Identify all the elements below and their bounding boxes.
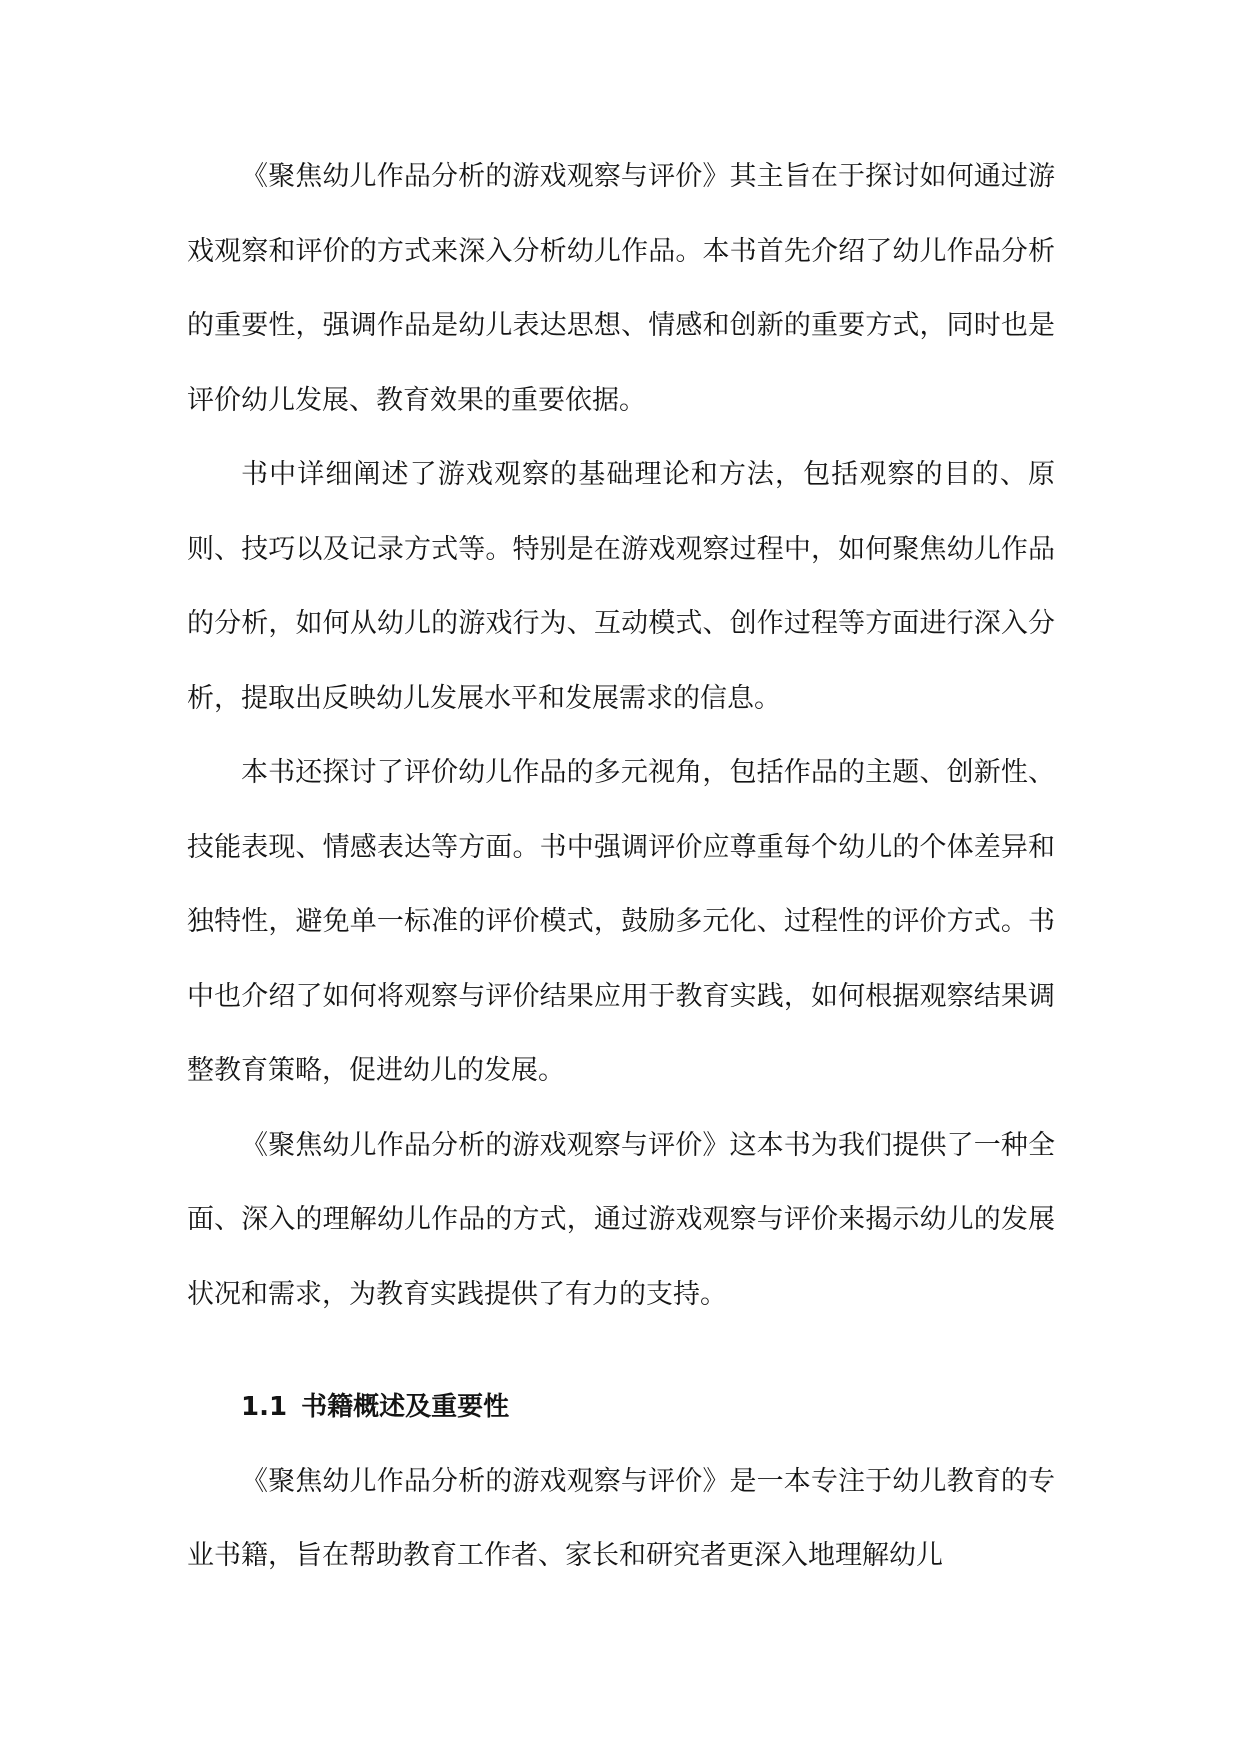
paragraph-observation-methods: 书中详细阐述了游戏观察的基础理论和方法，包括观察的目的、原则、技巧以及记录方式等。特别是在游戏观察过程中，如何聚焦幼儿作品的分析，如何从幼儿的游戏行为、互动模式、创作过程等方面进行深入分析，提取出反映幼儿发展水平和发展需求的信息。 xyxy=(187,459,1055,714)
section-heading xyxy=(187,1370,1055,1445)
section-number: 1.1 xyxy=(241,1392,288,1422)
section-title: 书籍概述及重要性 xyxy=(301,1392,510,1422)
paragraph-section-overview: 《聚焦幼儿作品分析的游戏观察与评价》是一本专注于幼儿教育的专业书籍，旨在帮助教育工作者、家长和研究者更深入地理解幼儿 xyxy=(187,1465,1055,1571)
document-body xyxy=(187,140,1055,1594)
paragraph-evaluation-perspectives: 本书还探讨了评价幼儿作品的多元视角，包括作品的主题、创新性、技能表现、情感表达等方面。书中强调评价应尊重每个幼儿的个体差异和独特性，避免单一标准的评价模式，鼓励多元化、过程性的评价方式。书中也介绍了如何将观察与评价结果应用于教育实践，如何根据观察结果调整教育策略，促进幼儿的发展。 xyxy=(187,757,1055,1086)
paragraph-summary: 《聚焦幼儿作品分析的游戏观察与评价》这本书为我们提供了一种全面、深入的理解幼儿作品的方式，通过游戏观察与评价来揭示幼儿的发展状况和需求，为教育实践提供了有力的支持。 xyxy=(187,1129,1055,1310)
paragraph-intro: 《聚焦幼儿作品分析的游戏观察与评价》其主旨在于探讨如何通过游戏观察和评价的方式来深入分析幼儿作品。本书首先介绍了幼儿作品分析的重要性，强调作品是幼儿表达思想、情感和创新的重要方式，同时也是评价幼儿发展、教育效果的重要依据。 xyxy=(187,161,1055,416)
